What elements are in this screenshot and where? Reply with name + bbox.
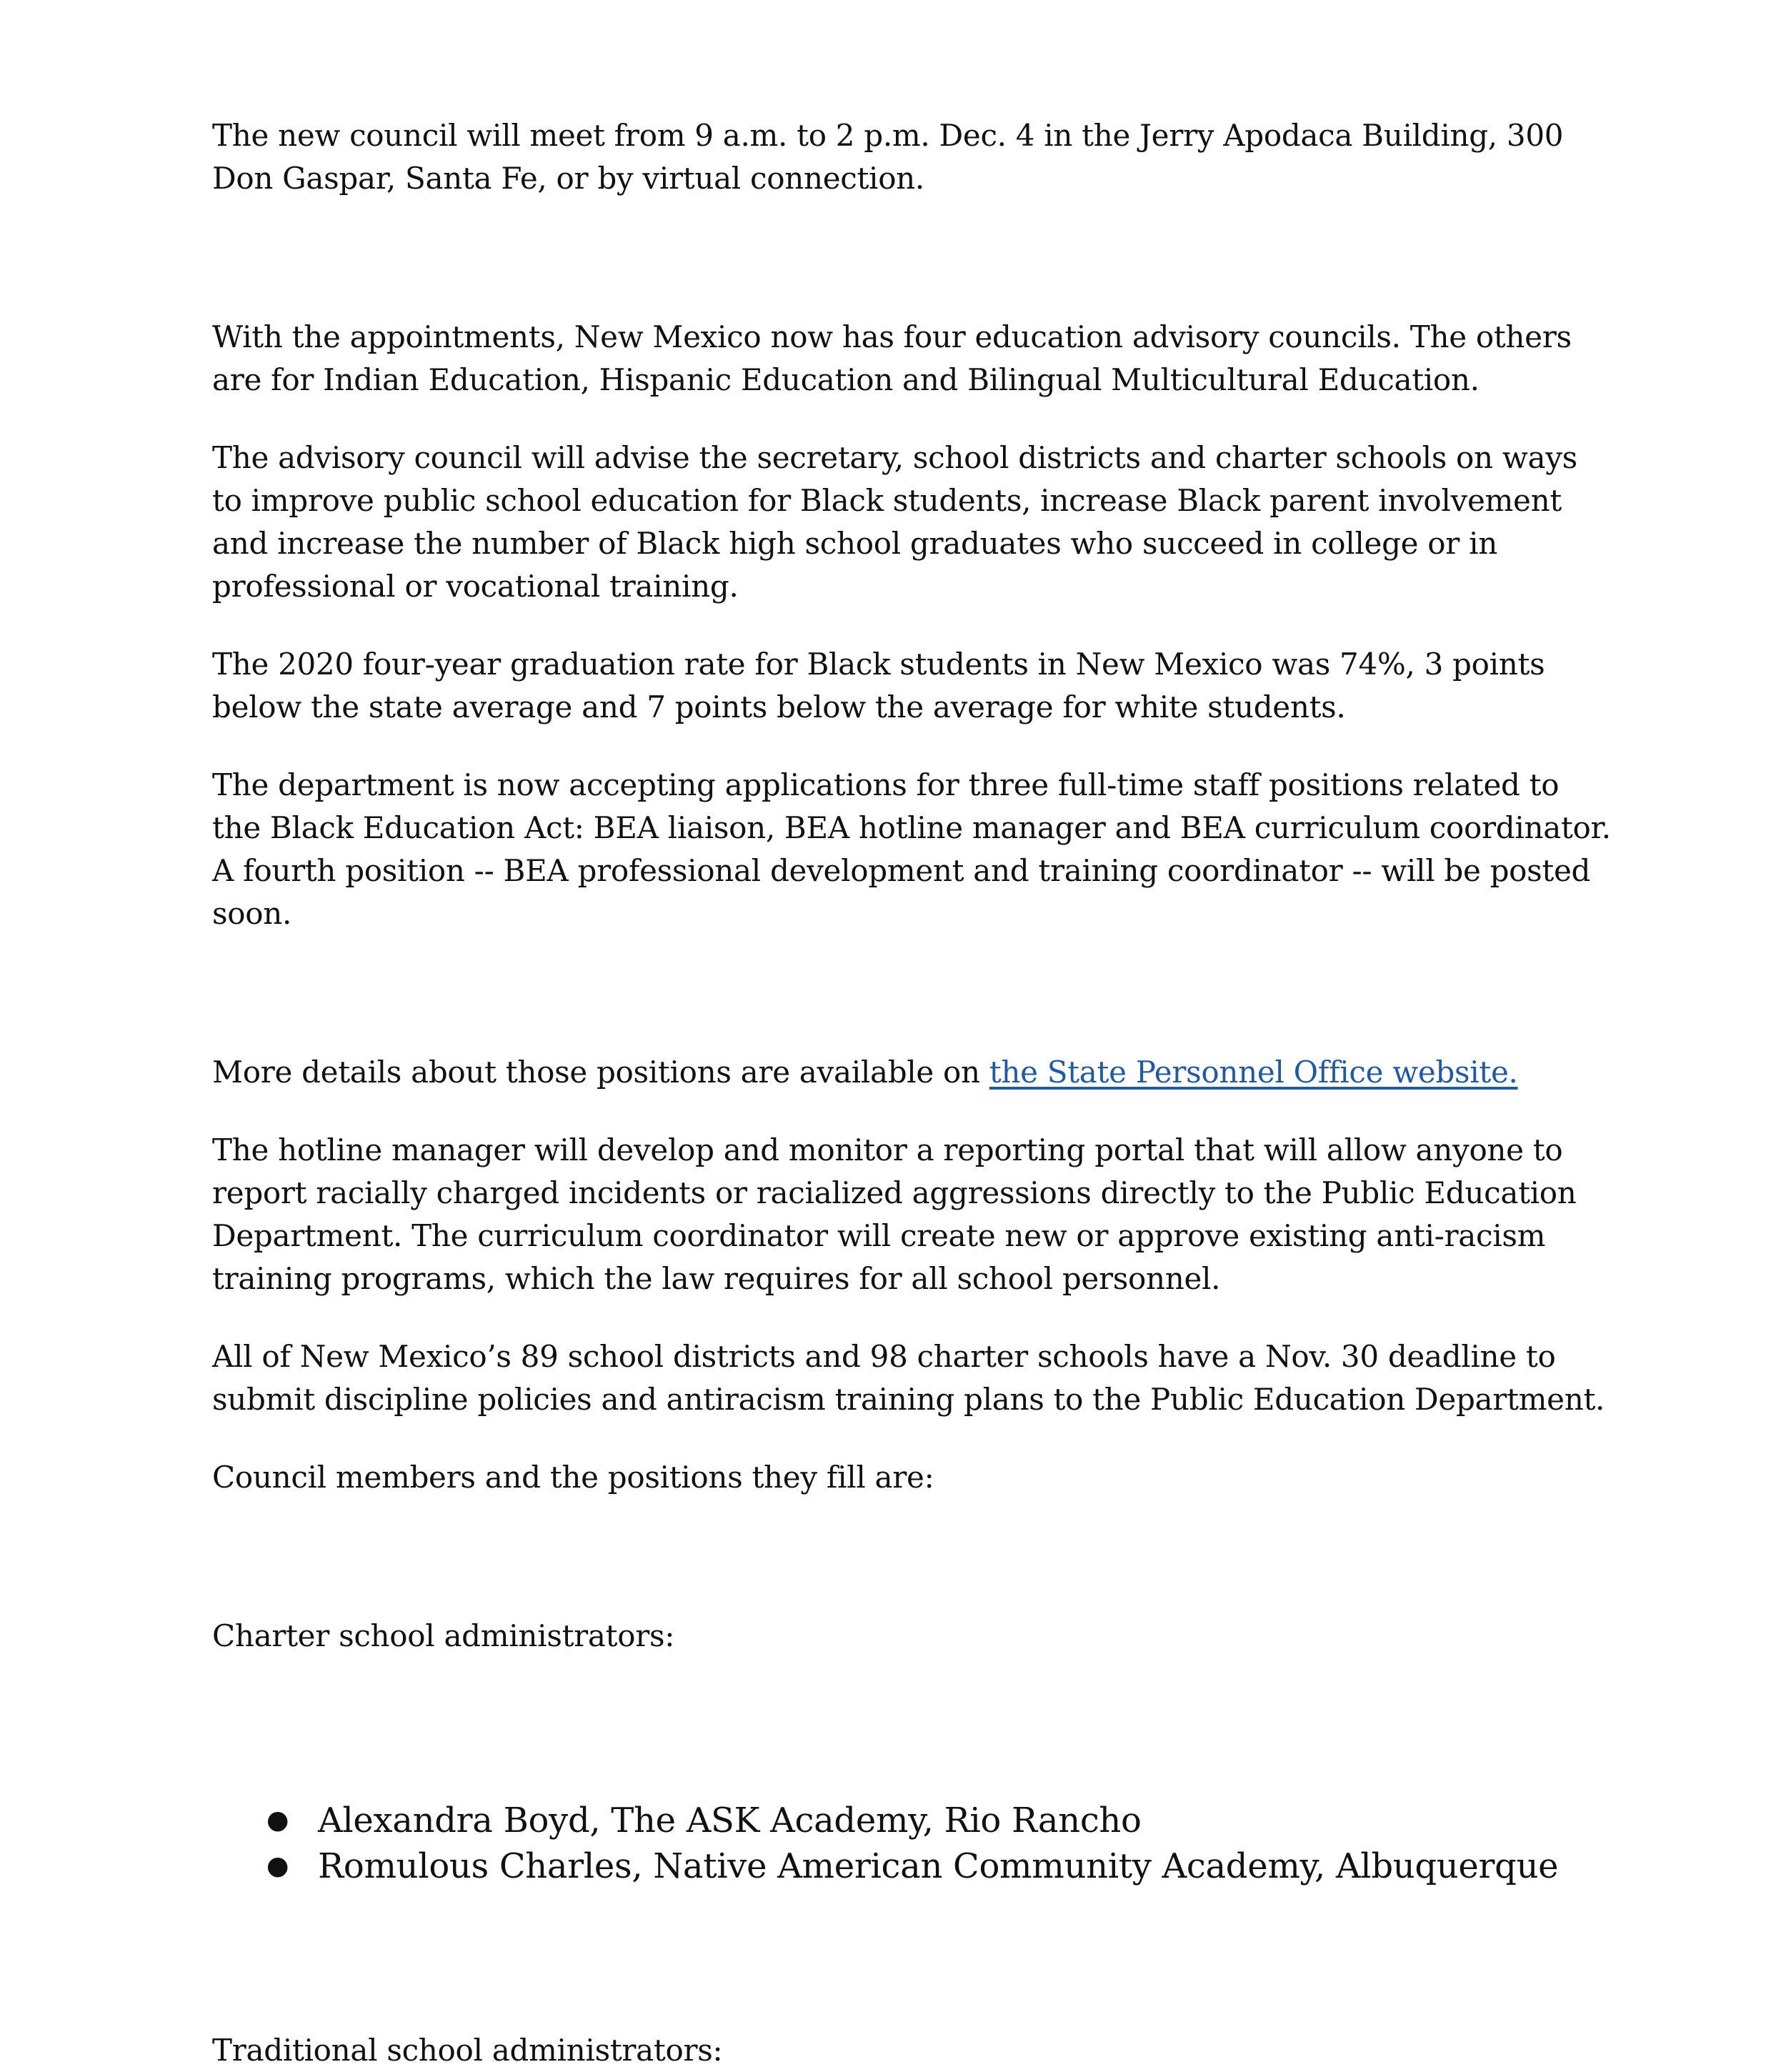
- paragraph-advisory-councils: With the appointments, New Mexico now has four education advisory councils. The others are for Indian Education, Hispanic Education and Bilingual Multicultural Education.: [212, 319, 1572, 397]
- charter-section-heading: Charter school administrators:: [212, 1618, 675, 1653]
- paragraph-more-details: [212, 1051, 1612, 1094]
- paragraph-spacing: [212, 729, 1612, 764]
- blank-space: [212, 1658, 1612, 1798]
- traditional-section-heading: Traditional school administrators:: [212, 2033, 723, 2068]
- paragraph-deadline: All of New Mexico’s 89 school districts and 98 charter schools have a Nov. 30 deadline to submit discipline policies and antiracism training plans to the Public Education Department.: [212, 1339, 1605, 1417]
- paragraph-meeting: The new council will meet from 9 a.m. to 2 p.m. Dec. 4 in the Jerry Apodaca Building, 300 Don Gaspar, Santa Fe, or by virtual connection.: [212, 118, 1564, 196]
- state-personnel-office-link[interactable]: the State Personnel Office website.: [989, 1055, 1518, 1090]
- paragraph-spacing: [212, 1421, 1612, 1456]
- paragraph-spacing: [212, 608, 1612, 643]
- more-details-text: More details about those positions are available on: [212, 1055, 989, 1090]
- document-page: [212, 114, 1612, 2072]
- paragraph-council-purpose: The advisory council will advise the secretary, school districts and charter schools on ways to improve public school education for Black students, increase Black parent involvement and increase the number of Black high school graduates who succeed in college or in professional or vocational training.: [212, 440, 1577, 604]
- paragraph-hotline-manager: The hotline manager will develop and monitor a reporting portal that will allow anyone to report racially charged incidents or racialized aggressions directly to the Public Education Department. The curriculum coordinator will create new or approve existing anti-racism training programs, which the law requires for all school personnel.: [212, 1132, 1577, 1296]
- blank-space: [212, 935, 1612, 1051]
- paragraph-spacing: [212, 1094, 1612, 1129]
- blank-space: [212, 1889, 1612, 2029]
- paragraph-staff-positions: The department is now accepting applications for three full-time staff positions related to the Black Education Act: BEA liaison, BEA hotline manager and BEA curriculum coordinator. A fourth position -- BEA professional development and training coordinator -- will be posted soon.: [212, 767, 1611, 931]
- blank-space: [212, 1499, 1612, 1615]
- charter-members-list: [212, 1798, 1612, 1889]
- blank-space: [212, 200, 1612, 316]
- bullet-icon: ●: [266, 1805, 289, 1835]
- paragraph-graduation-rate: The 2020 four-year graduation rate for Black students in New Mexico was 74%, 3 points below the state average and 7 points below the average for white students.: [212, 647, 1545, 724]
- member-entry: Romulous Charles, Native American Community Academy, Albuquerque: [318, 1846, 1559, 1886]
- paragraph-spacing: [212, 1300, 1612, 1335]
- bullet-icon: ●: [266, 1851, 289, 1881]
- paragraph-council-members-intro: Council members and the positions they fill are:: [212, 1460, 934, 1495]
- list-item: [212, 1798, 1612, 1843]
- member-entry: Alexandra Boyd, The ASK Academy, Rio Rancho: [318, 1800, 1142, 1841]
- list-item: [212, 1843, 1612, 1889]
- paragraph-spacing: [212, 402, 1612, 437]
